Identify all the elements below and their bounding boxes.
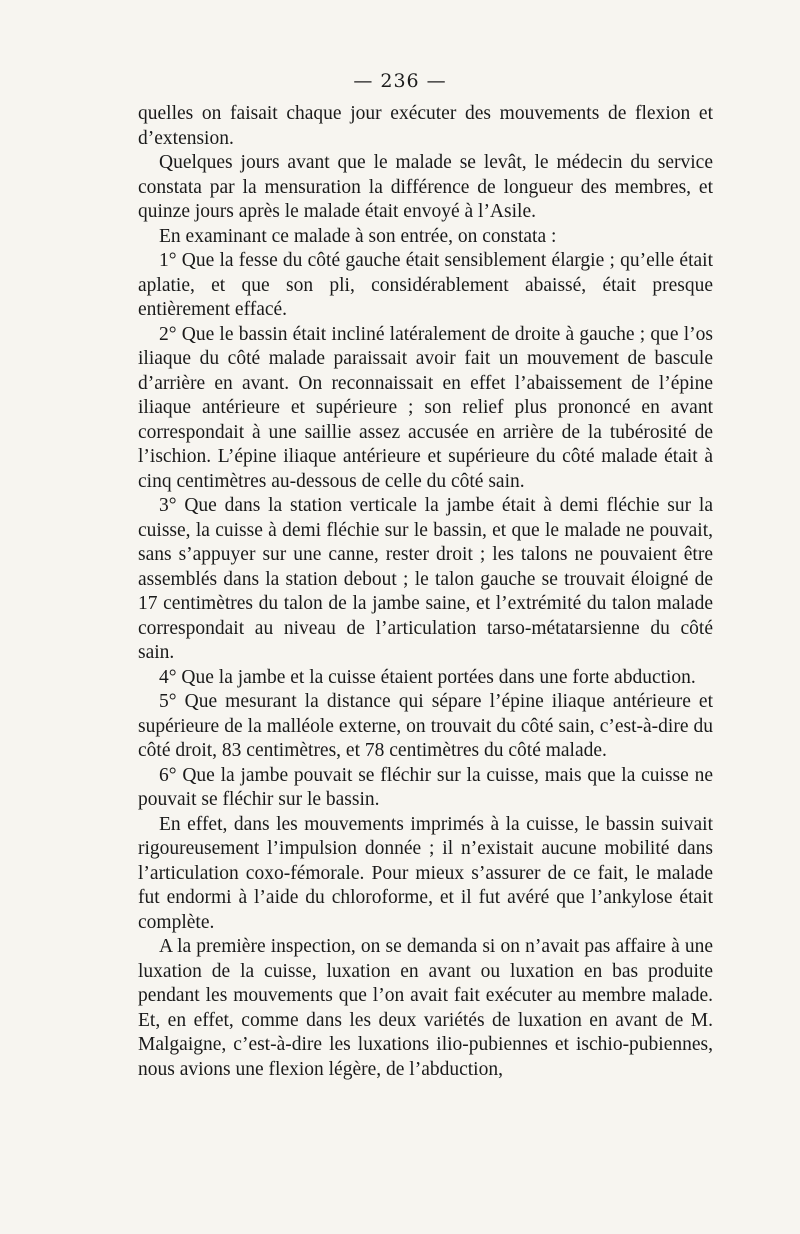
paragraph-point-6: 6° Que la jambe pouvait se fléchir sur la cuisse, mais que la cuisse ne pouvait se fléchir sur le bassin. (138, 764, 713, 810)
paragraph-intro-examination: En examinant ce malade à son entrée, on constata : (159, 225, 557, 247)
paragraph-point-2: 2° Que le bassin était incliné latéralement de droite à gauche ; que l’os iliaque du côté malade paraissait avoir fait un mouvement de bascule d’arrière en avant. On reconnaissait en effet l’abaissement de l’épine iliaque antérieure et supérieure ; son relief plus prononcé en avant correspondait à une saillie assez accusée en arrière de la tubérosité de l’ischion. L’épine iliaque antérieure et supérieure du côté malade était à cinq centimètres au-dessous de celle du côté sain. (138, 323, 713, 492)
body-text (138, 102, 713, 1082)
paragraph-continuation: quelles on faisait chaque jour exécuter des mouvements de flexion et d’extension. (138, 103, 713, 149)
paragraph-ankylosis: En effet, dans les mouvements imprimés à la cuisse, le bassin suivait rigoureusement l’impulsion donnée ; il n’existait aucune mobilité dans l’articulation coxo-fémorale. Pour mieux s’assurer de ce fait, le malade fut endormi à l’aide du chloroforme, et il fut avéré que l’ankylose était complète. (138, 813, 713, 933)
page-number: — 236 — (353, 70, 447, 92)
paragraph-point-5: 5° Que mesurant la distance qui sépare l’épine iliaque antérieure et supérieure de la malléole externe, on trouvait du côté sain, c’est-à-dire du côté droit, 83 centimètres, et 78 centimètres du côté malade. (138, 691, 713, 761)
paragraph-point-1: 1° Que la fesse du côté gauche était sensiblement élargie ; qu’elle était aplatie, et que son pli, considérablement abaissé, était presque entièrement effacé. (138, 250, 713, 320)
paragraph-luxation: A la première inspection, on se demanda si on n’avait pas affaire à une luxation de la cuisse, luxation en avant ou luxation en bas produite pendant les mouvements que l’on avait fait exécuter au membre malade. Et, en effet, comme dans les deux variétés de luxation en avant de M. Malgaigne, c’est-à-dire les luxations ilio-pubiennes et ischio-pubiennes, nous avions une flexion légère, de l’abduction, (138, 936, 713, 1080)
paragraph-mensuration: Quelques jours avant que le malade se levât, le médecin du service constata par la mensuration la différence de longueur des membres, et quinze jours après le malade était envoyé à l’Asile. (138, 152, 713, 222)
paragraph-point-4: 4° Que la jambe et la cuisse étaient portées dans une forte abduction. (159, 666, 696, 688)
paragraph-point-3: 3° Que dans la station verticale la jambe était à demi fléchie sur la cuisse, la cuisse à demi fléchie sur le bassin, et que le malade ne pouvait, sans s’appuyer sur une canne, rester droit ; les talons ne pouvaient être assemblés dans la station debout ; le talon gauche se trouvait éloigné de 17 centimètres du talon de la jambe saine, et l’extrémité du talon malade correspondait au niveau de l’articulation tarso-métatarsienne du côté sain. (138, 495, 713, 663)
